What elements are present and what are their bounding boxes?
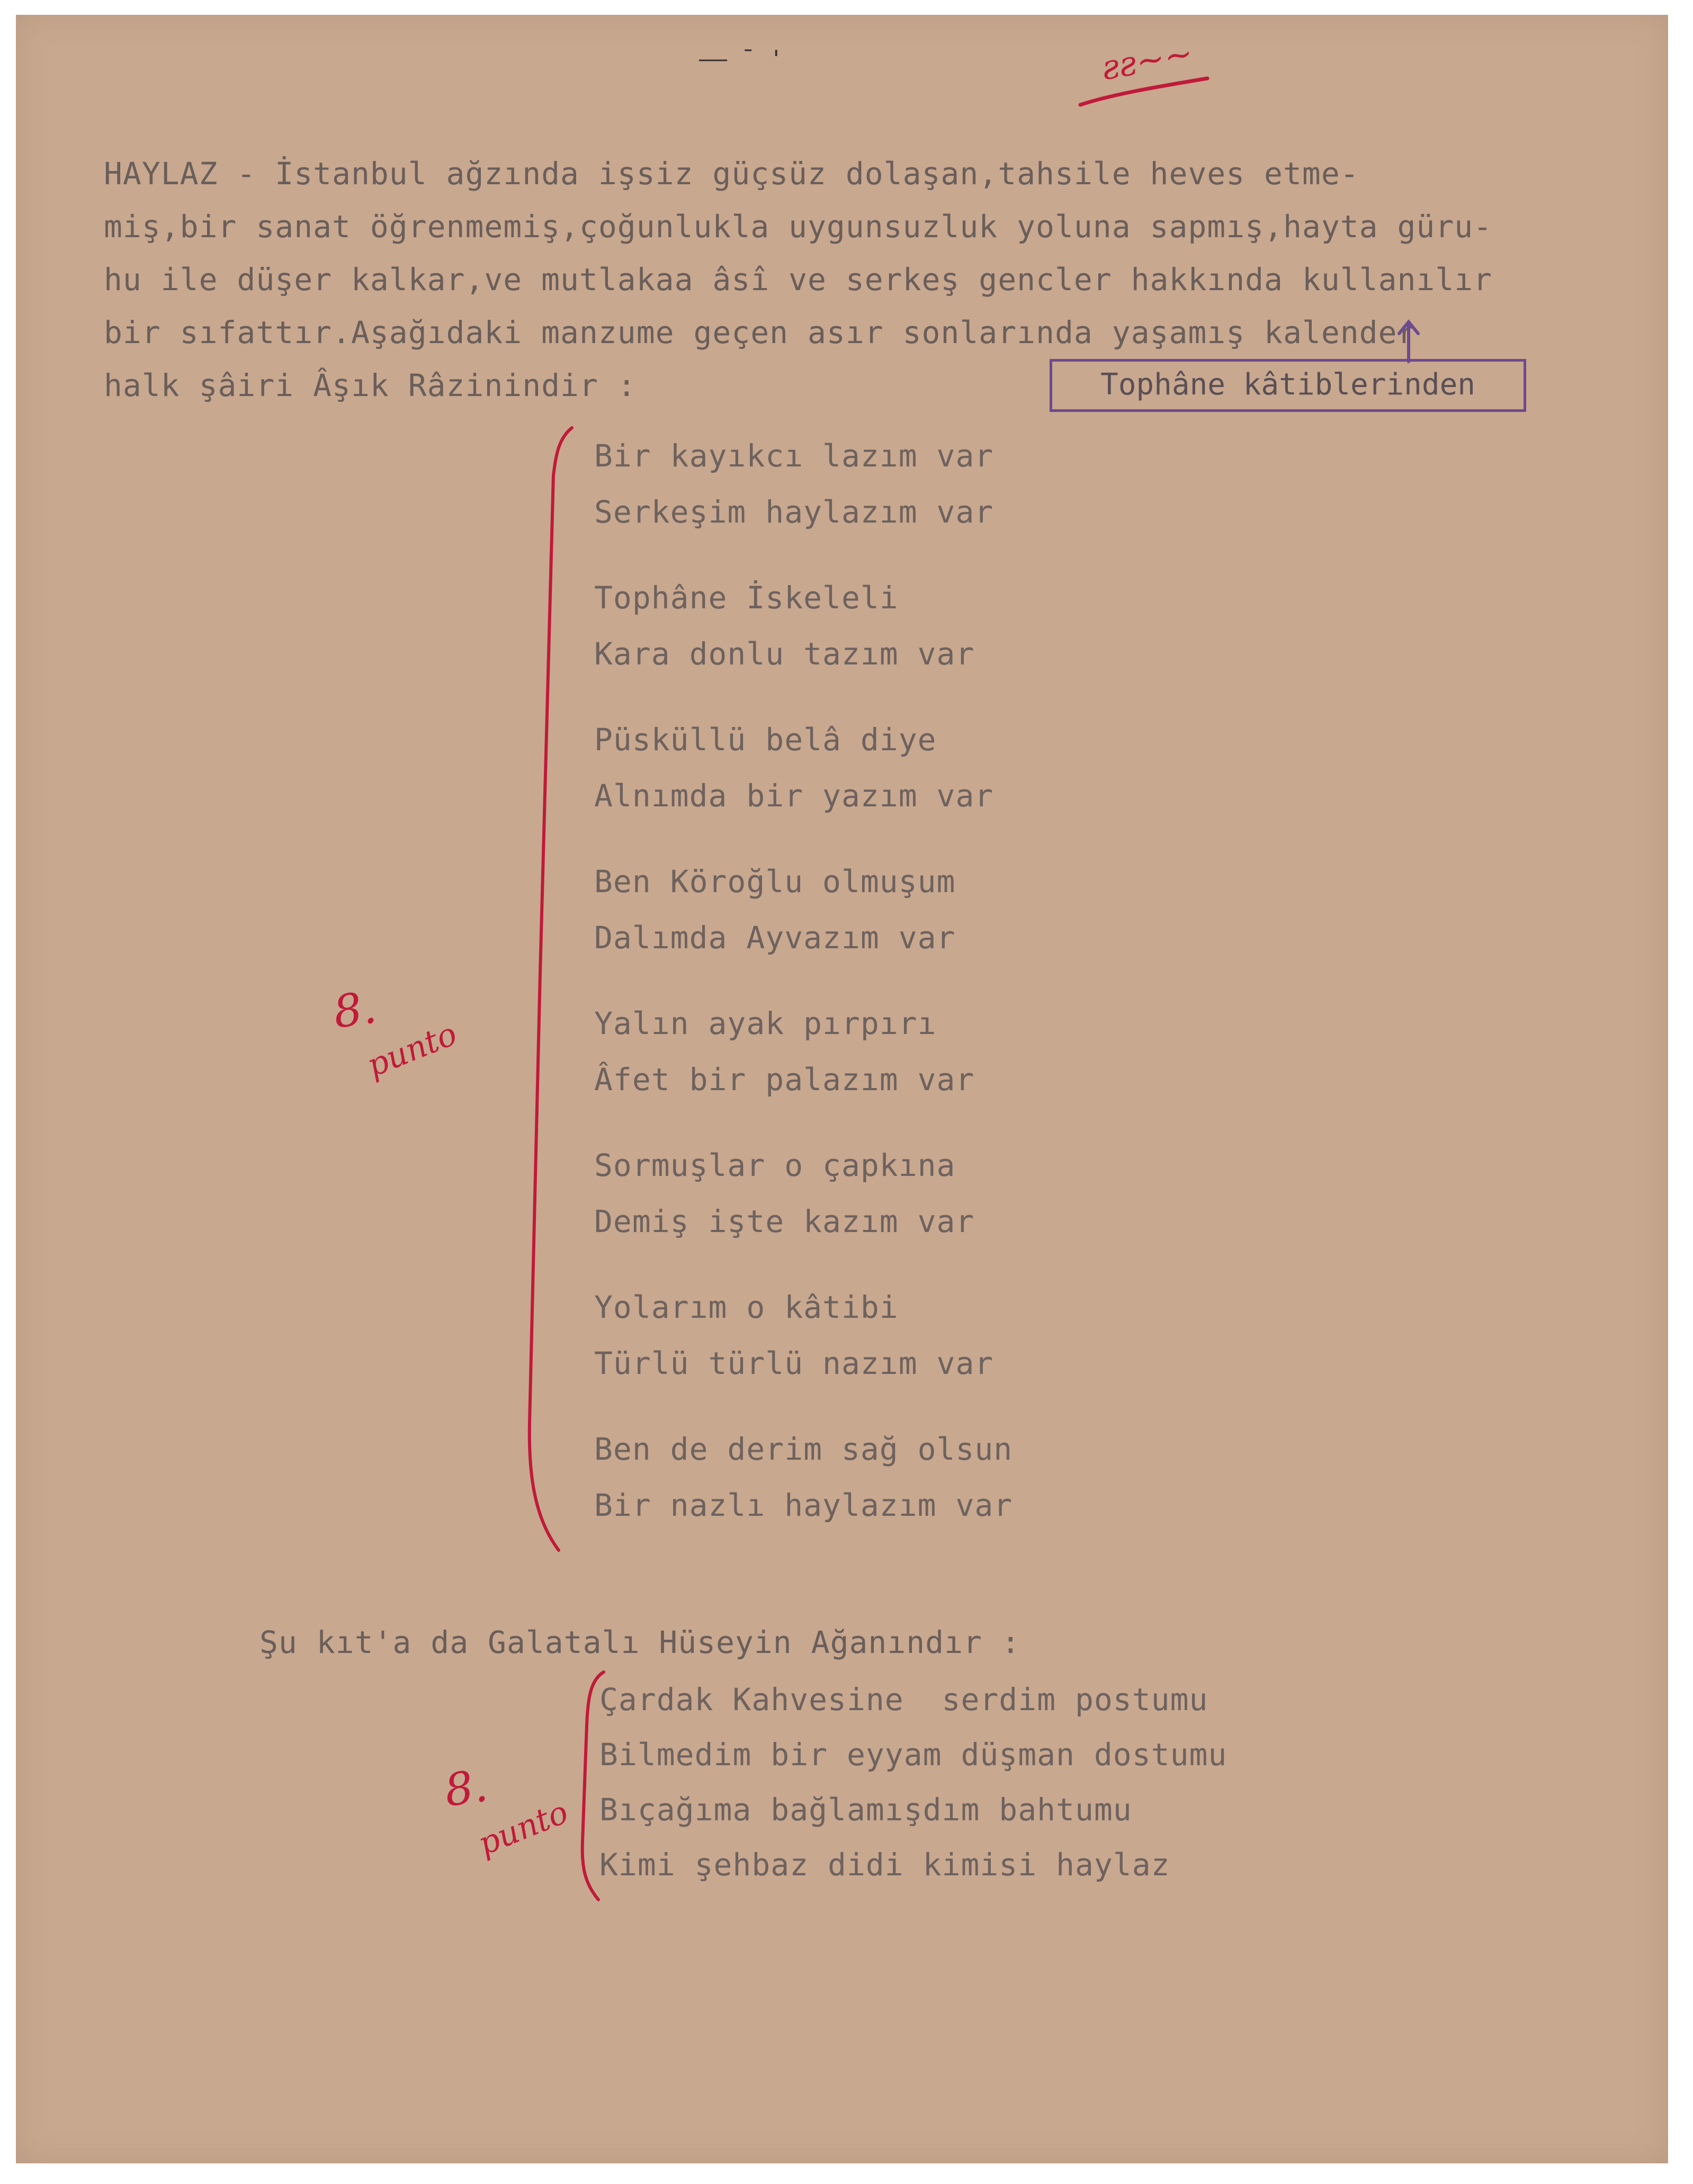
margin-note-number: 8. [330,981,380,1039]
poem-line: Tophâne İskeleli [594,580,899,616]
kita-line: Çardak Kahvesine serdim postumu [599,1682,1208,1718]
kita-line: Bilmedim bir eyyam düşman dostumu [599,1737,1228,1773]
red-bracket-poem [508,417,583,1582]
margin-note-word: punto [362,1015,462,1085]
red-scribble: ƨƨ~~ [1098,33,1196,88]
paragraph-line: halk şâiri Âşık Râzinindir : [104,367,637,403]
inserted-note-box [1050,359,1526,412]
paragraph-line: bir sıfattır.Aşağıdaki manzume geçen asır sonlarında yaşamış kalender [104,314,1417,350]
kita-line: Bıçağıma bağlamışdım bahtumu [599,1792,1132,1828]
insertion-caret-icon [1393,317,1425,364]
poem-line: Türlü türlü nazım var [594,1345,994,1381]
poem-stanza [594,853,955,966]
red-underline-mark [1075,68,1213,115]
poem-line: Alnımda bir yazım var [594,778,994,814]
second-intro: Şu kıt'a da Galatalı Hüseyin Ağanındır : [259,1624,1020,1660]
margin-note-word: punto [473,1793,574,1863]
margin-note-number: 8. [441,1759,491,1817]
inserted-note-text: Tophâne kâtiblerinden [1100,367,1475,402]
kita-line: Kimi şehbaz didi kimisi haylaz [599,1847,1170,1883]
poem-stanza [594,1279,993,1391]
paragraph-line: hu ile düşer kalkar,ve mutlakaa âsî ve serkeş gencler hakkında kullanılır [104,262,1493,298]
poem-line: Sormuşlar o çapkına [594,1147,956,1183]
poem-line: Yolarım o kâtibi [594,1289,899,1325]
poem-line: Kara donlu tazım var [594,636,975,672]
poem-line: Serkeşim haylazım var [594,494,994,530]
poem-line: Yalın ayak pırpırı [594,1005,937,1041]
poem-line: Âfet bir palazım var [594,1062,975,1098]
poem-line: Demiş işte kazım var [594,1203,975,1239]
paper-sheet [16,15,1668,2163]
poem-stanza [594,712,993,824]
poem-line: Bir kayıkcı lazım var [594,438,994,474]
poem-line: Püsküllü belâ diye [594,722,937,758]
paragraph-line: miş,bir sanat öğrenmemiş,çoğunlukla uygunsuzluk yoluna sapmış,hayta güru- [104,209,1493,245]
poem-line: Ben Köroğlu olmuşum [594,864,956,900]
poem-line: Ben de derim sağ olsun [594,1431,1013,1467]
poem-line: Bir nazlı haylazım var [594,1487,1013,1523]
top-marks: —— ˉ ' [699,46,783,73]
poem-line: Dalımda Ayvazım var [594,920,956,956]
poem-stanza [594,1137,974,1250]
poem-stanza [594,995,974,1108]
paragraph-line: HAYLAZ - İstanbul ağzında işsiz güçsüz dolaşan,tahsile heves etme- [104,156,1359,192]
kita-verse [599,1672,1227,1892]
poem-stanza [594,570,974,682]
poem-stanza [594,1421,1013,1533]
poem-stanza [594,428,993,540]
